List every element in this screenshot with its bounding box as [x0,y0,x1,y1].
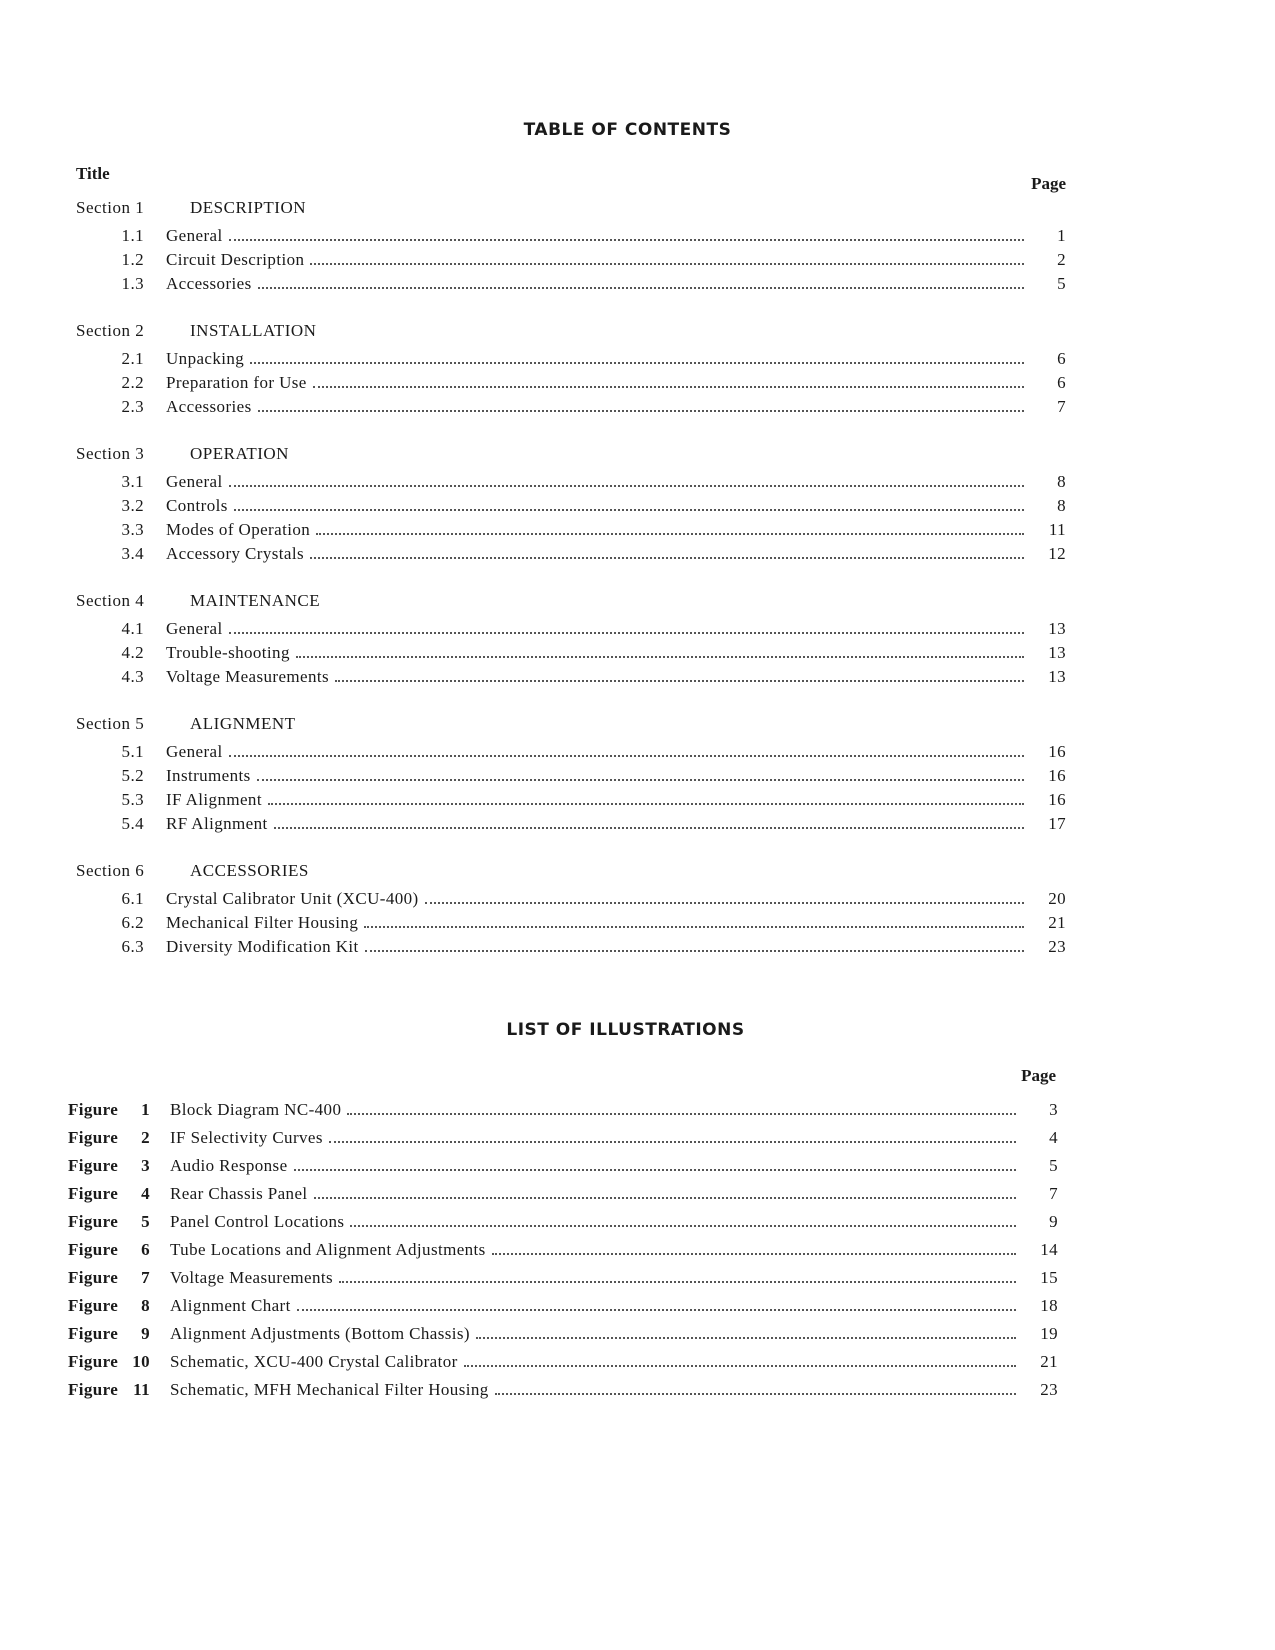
entry-title: Controls [166,496,228,515]
entry-page: 13 [1048,667,1066,686]
section-header [76,587,1066,615]
section-label: Section 1 [76,198,145,217]
figure-entry[interactable] [68,1348,1058,1376]
title-column-header: Title [76,164,110,183]
figure-entry[interactable] [68,1236,1058,1264]
toc-entry[interactable] [76,738,1066,762]
figure-entry[interactable] [68,1124,1058,1152]
entry-page: 23 [1048,937,1066,956]
entry-number: 5.4 [121,814,144,833]
entry-number: 5.1 [121,742,144,761]
dot-leader [314,1197,1016,1199]
toc-entry[interactable] [76,810,1066,834]
entry-number: 3.1 [121,472,144,491]
section-name: OPERATION [190,444,289,463]
section-header [76,194,1066,222]
toc-entry[interactable] [76,909,1066,933]
entry-title: Circuit Description [166,250,305,269]
entry-title: Instruments [166,766,251,785]
section-header [76,857,1066,885]
entry-title: IF Alignment [166,790,262,809]
figure-page: 9 [1049,1212,1058,1231]
entry-page: 5 [1057,274,1066,293]
figure-label: Figure [68,1212,119,1231]
toc-section [76,317,1066,417]
figure-entry[interactable] [68,1320,1058,1348]
figure-title: Block Diagram NC-400 [170,1100,342,1119]
figure-entry[interactable] [68,1292,1058,1320]
section-header [76,317,1066,345]
entry-number: 3.2 [121,496,144,515]
toc-section [76,587,1066,687]
entry-page: 16 [1048,790,1066,809]
toc-entry[interactable] [76,639,1066,663]
figure-entry[interactable] [68,1376,1058,1404]
section-label: Section 4 [76,591,145,610]
section-name: INSTALLATION [190,321,317,340]
entry-number: 2.1 [121,349,144,368]
figure-label: Figure [68,1324,119,1343]
entry-number: 6.3 [121,937,144,956]
figure-number: 11 [133,1380,150,1399]
figure-number: 9 [141,1324,150,1343]
section-header [76,710,1066,738]
entry-number: 2.3 [121,397,144,416]
dot-leader [229,755,1024,757]
figure-title: Alignment Adjustments (Bottom Chassis) [170,1324,470,1343]
figure-page: 23 [1040,1380,1058,1399]
figure-page: 18 [1040,1296,1058,1315]
section-name: DESCRIPTION [190,198,307,217]
entry-title: Trouble-shooting [166,643,290,662]
figure-page: 15 [1040,1268,1058,1287]
figure-title: Schematic, XCU-400 Crystal Calibrator [170,1352,458,1371]
toc-section [76,710,1066,834]
toc-entry[interactable] [76,615,1066,639]
figure-page: 19 [1040,1324,1058,1343]
entry-title: Preparation for Use [166,373,307,392]
entry-number: 4.1 [121,619,144,638]
dot-leader [258,410,1024,412]
entry-title: Accessories [166,274,252,293]
figure-page: 14 [1040,1240,1058,1259]
entry-title: Accessory Crystals [166,544,304,563]
dot-leader [495,1393,1016,1395]
entry-number: 4.2 [121,643,144,662]
dot-leader [492,1253,1016,1255]
figure-page: 4 [1049,1128,1058,1147]
entry-title: General [166,619,223,638]
toc-section [76,194,1066,294]
figure-number: 2 [141,1128,150,1147]
dot-leader [339,1281,1016,1283]
figure-label: Figure [68,1156,119,1175]
entry-title: Crystal Calibrator Unit (XCU-400) [166,889,419,908]
figure-number: 4 [141,1184,150,1203]
toc-entry[interactable] [76,270,1066,294]
figure-title: Schematic, MFH Mechanical Filter Housing [170,1380,489,1399]
toc-entry[interactable] [76,492,1066,516]
figure-number: 7 [141,1268,150,1287]
dot-leader [329,1141,1016,1143]
entry-title: Mechanical Filter Housing [166,913,359,932]
section-label: Section 3 [76,444,145,463]
list-of-illustrations [68,1066,1058,1404]
dot-leader [234,509,1024,511]
toc-entry[interactable] [76,762,1066,786]
figure-title: Rear Chassis Panel [170,1184,308,1203]
dot-leader [294,1169,1016,1171]
toc-entry[interactable] [76,246,1066,270]
figure-number: 5 [141,1212,150,1231]
dot-leader [476,1337,1016,1339]
toc-entry[interactable] [76,345,1066,369]
entry-title: General [166,226,223,245]
entry-page: 7 [1057,397,1066,416]
entry-title: RF Alignment [166,814,268,833]
dot-leader [425,902,1024,904]
figure-number: 8 [141,1296,150,1315]
figure-number: 6 [141,1240,150,1259]
figure-label: Figure [68,1128,119,1147]
entry-number: 1.2 [121,250,144,269]
toc-entry[interactable] [76,393,1066,417]
section-label: Section 5 [76,714,145,733]
entry-page: 17 [1048,814,1066,833]
dot-leader [365,950,1024,952]
toc-entry[interactable] [76,468,1066,492]
entry-title: Voltage Measurements [166,667,330,686]
table-of-contents [76,164,1066,980]
entry-number: 1.1 [121,226,144,245]
figure-title: Voltage Measurements [170,1268,334,1287]
entry-number: 3.3 [121,520,144,539]
figure-label: Figure [68,1184,119,1203]
figure-label: Figure [68,1380,119,1399]
dot-leader [464,1365,1016,1367]
figure-title: Panel Control Locations [170,1212,345,1231]
section-header [76,440,1066,468]
entry-page: 20 [1048,889,1066,908]
figure-number: 10 [132,1352,150,1371]
entry-title: Modes of Operation [166,520,311,539]
page-column-header: Page [1021,1066,1056,1085]
dot-leader [350,1225,1016,1227]
dot-leader [229,632,1024,634]
section-label: Section 6 [76,861,145,880]
toc-entry[interactable] [76,933,1066,957]
entry-number: 6.2 [121,913,144,932]
entry-title: Diversity Modification Kit [166,937,359,956]
figure-entry[interactable] [68,1096,1058,1124]
entry-page: 1 [1057,226,1066,245]
entry-page: 2 [1057,250,1066,269]
figure-title: IF Selectivity Curves [170,1128,323,1147]
dot-leader [229,239,1024,241]
section-name: ACCESSORIES [190,861,309,880]
dot-leader [268,803,1024,805]
figure-label: Figure [68,1352,119,1371]
figure-entry[interactable] [68,1152,1058,1180]
entry-page: 12 [1048,544,1066,563]
toc-entry[interactable] [76,663,1066,687]
entry-number: 3.4 [121,544,144,563]
section-name: MAINTENANCE [190,591,321,610]
dot-leader [347,1113,1016,1115]
figure-entry[interactable] [68,1208,1058,1236]
figure-title: Alignment Chart [170,1296,291,1315]
dot-leader [364,926,1024,928]
dot-leader [316,533,1024,535]
dot-leader [296,656,1024,658]
entry-page: 13 [1048,643,1066,662]
toc-section [76,440,1066,564]
figure-number: 1 [141,1100,150,1119]
dot-leader [313,386,1024,388]
dot-leader [229,485,1024,487]
figure-page: 7 [1049,1184,1058,1203]
toc-column-headers [76,164,1066,194]
dot-leader [250,362,1024,364]
toc-entry[interactable] [76,222,1066,246]
entry-page: 13 [1048,619,1066,638]
entry-page: 21 [1048,913,1066,932]
figure-title: Audio Response [170,1156,288,1175]
entry-number: 2.2 [121,373,144,392]
page-column-header: Page [1031,174,1066,193]
dot-leader [297,1309,1016,1311]
entry-page: 16 [1048,742,1066,761]
figure-label: Figure [68,1100,119,1119]
entry-number: 5.3 [121,790,144,809]
figure-entry[interactable] [68,1180,1058,1208]
loi-heading: LIST OF ILLUSTRATIONS [506,1020,745,1040]
toc-section [76,857,1066,957]
entry-number: 1.3 [121,274,144,293]
dot-leader [310,557,1024,559]
entry-number: 4.3 [121,667,144,686]
entry-number: 6.1 [121,889,144,908]
entry-number: 5.2 [121,766,144,785]
section-label: Section 2 [76,321,145,340]
figure-page: 5 [1049,1156,1058,1175]
entry-title: General [166,742,223,761]
toc-heading: TABLE OF CONTENTS [523,120,732,140]
figure-number: 3 [141,1156,150,1175]
entry-page: 11 [1048,520,1066,539]
toc-entry[interactable] [76,540,1066,564]
figure-title: Tube Locations and Alignment Adjustments [170,1240,486,1259]
figure-label: Figure [68,1268,119,1287]
toc-entry[interactable] [76,786,1066,810]
entry-page: 16 [1048,766,1066,785]
dot-leader [258,287,1024,289]
figure-label: Figure [68,1240,119,1259]
section-name: ALIGNMENT [190,714,296,733]
entry-page: 6 [1057,373,1066,392]
entry-page: 6 [1057,349,1066,368]
entry-title: Unpacking [166,349,245,368]
figure-label: Figure [68,1296,119,1315]
figure-entry[interactable] [68,1264,1058,1292]
entry-page: 8 [1057,496,1066,515]
toc-entry[interactable] [76,885,1066,909]
entry-title: General [166,472,223,491]
entry-title: Accessories [166,397,252,416]
toc-entry[interactable] [76,369,1066,393]
dot-leader [335,680,1024,682]
dot-leader [310,263,1024,265]
figure-page: 21 [1040,1352,1058,1371]
figure-page: 3 [1049,1100,1058,1119]
dot-leader [274,827,1024,829]
dot-leader [257,779,1024,781]
entry-page: 8 [1057,472,1066,491]
toc-entry[interactable] [76,516,1066,540]
